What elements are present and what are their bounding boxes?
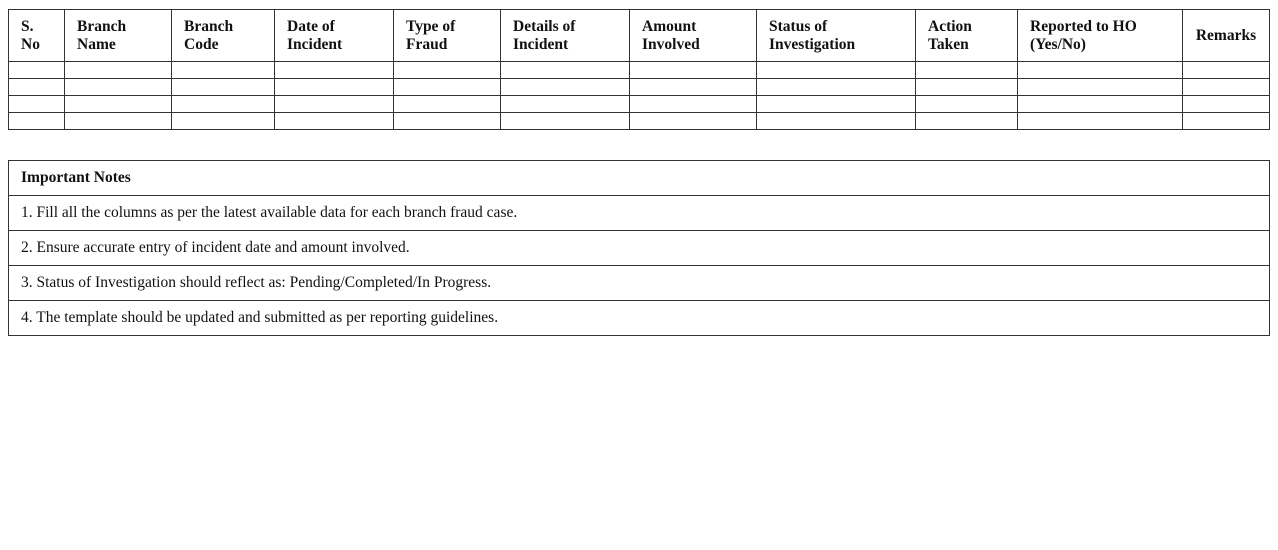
table-cell[interactable]: [916, 96, 1018, 113]
header-text: Date of: [287, 17, 335, 35]
fraud-report-table: [8, 9, 1270, 130]
header-text: Action: [928, 17, 972, 35]
table-cell[interactable]: [9, 113, 65, 130]
table-cell[interactable]: [172, 96, 275, 113]
table-cell[interactable]: [275, 113, 394, 130]
table-cell[interactable]: [394, 113, 501, 130]
header-text: Branch: [184, 17, 234, 35]
table-cell[interactable]: [394, 96, 501, 113]
table-cell[interactable]: [172, 62, 275, 79]
header-text: Reported to HO: [1030, 17, 1137, 35]
table-header-row: [9, 10, 1270, 62]
header-text: S.: [21, 17, 34, 35]
table-row: [9, 79, 1270, 96]
column-header-remarks: [1183, 10, 1270, 62]
notes-title-row: [9, 161, 1270, 196]
header-text: (Yes/No): [1030, 35, 1086, 53]
table-cell[interactable]: [1018, 113, 1183, 130]
header-text: Investigation: [769, 35, 856, 53]
header-text: Amount: [642, 17, 697, 35]
table-cell[interactable]: [501, 62, 630, 79]
note-row: [9, 301, 1270, 336]
note-item: 1. Fill all the columns as per the latest available data for each branch fraud case.: [9, 196, 1270, 231]
header-text: Branch: [77, 17, 127, 35]
table-cell[interactable]: [65, 62, 172, 79]
table-cell[interactable]: [9, 96, 65, 113]
table-cell[interactable]: [501, 113, 630, 130]
table-cell[interactable]: [275, 62, 394, 79]
column-header-s-no: [9, 10, 65, 62]
note-item: 4. The template should be updated and submitted as per reporting guidelines.: [9, 301, 1270, 336]
table-cell[interactable]: [1183, 62, 1270, 79]
header-text: No: [21, 35, 40, 53]
table-cell[interactable]: [65, 113, 172, 130]
table-cell[interactable]: [916, 79, 1018, 96]
column-header-action-taken: [916, 10, 1018, 62]
table-cell[interactable]: [757, 96, 916, 113]
table-cell[interactable]: [916, 113, 1018, 130]
header-text: Type of: [406, 17, 456, 35]
important-notes-table: [8, 160, 1270, 336]
header-text: Involved: [642, 35, 700, 53]
note-row: [9, 231, 1270, 266]
header-text: Remarks: [1195, 26, 1257, 44]
table-cell[interactable]: [1018, 62, 1183, 79]
table-cell[interactable]: [394, 62, 501, 79]
table-row: [9, 96, 1270, 113]
table-cell[interactable]: [9, 62, 65, 79]
table-cell[interactable]: [501, 96, 630, 113]
table-cell[interactable]: [172, 113, 275, 130]
column-header-type-of-fraud: [394, 10, 501, 62]
header-text: Code: [184, 35, 219, 53]
header-text: Details of: [513, 17, 576, 35]
table-cell[interactable]: [275, 79, 394, 96]
note-row: [9, 196, 1270, 231]
table-cell[interactable]: [275, 96, 394, 113]
table-cell[interactable]: [172, 79, 275, 96]
table-cell[interactable]: [1018, 79, 1183, 96]
note-row: [9, 266, 1270, 301]
table-cell[interactable]: [630, 96, 757, 113]
table-cell[interactable]: [1183, 79, 1270, 96]
column-header-amount-involved: [630, 10, 757, 62]
table-cell[interactable]: [1018, 96, 1183, 113]
column-header-date-of-incident: [275, 10, 394, 62]
column-header-details-of-incident: [501, 10, 630, 62]
table-cell[interactable]: [1183, 96, 1270, 113]
header-text: Taken: [928, 35, 969, 53]
column-header-status-of-investigation: [757, 10, 916, 62]
header-text: Incident: [513, 35, 569, 53]
table-cell[interactable]: [501, 79, 630, 96]
table-cell[interactable]: [1183, 113, 1270, 130]
table-cell[interactable]: [65, 79, 172, 96]
table-cell[interactable]: [916, 62, 1018, 79]
table-cell[interactable]: [65, 96, 172, 113]
column-header-branch-name: [65, 10, 172, 62]
table-row: [9, 113, 1270, 130]
column-header-branch-code: [172, 10, 275, 62]
table-cell[interactable]: [630, 62, 757, 79]
note-item: 2. Ensure accurate entry of incident date and amount involved.: [9, 231, 1270, 266]
table-cell[interactable]: [394, 79, 501, 96]
table-cell[interactable]: [757, 62, 916, 79]
header-text: Status of: [769, 17, 828, 35]
note-item: 3. Status of Investigation should reflect as: Pending/Completed/In Progress.: [9, 266, 1270, 301]
table-cell[interactable]: [757, 113, 916, 130]
header-text: Incident: [287, 35, 343, 53]
header-text: Fraud: [406, 35, 448, 53]
table-cell[interactable]: [630, 79, 757, 96]
column-header-reported-to-ho: [1018, 10, 1183, 62]
table-cell[interactable]: [630, 113, 757, 130]
table-cell[interactable]: [9, 79, 65, 96]
table-cell[interactable]: [757, 79, 916, 96]
notes-title: Important Notes: [9, 161, 1270, 196]
table-row: [9, 62, 1270, 79]
header-text: Name: [77, 35, 116, 53]
